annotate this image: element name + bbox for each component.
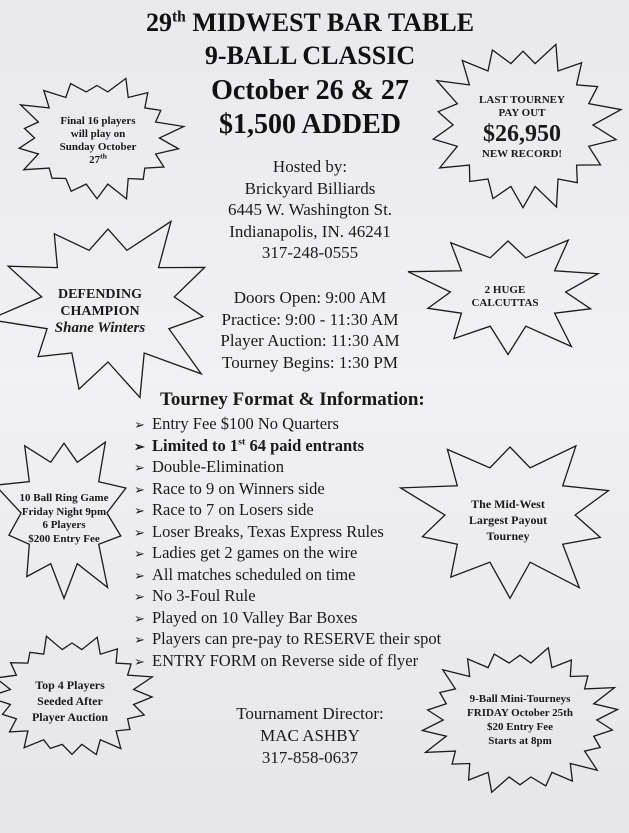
- format-item: ➢ ENTRY FORM on Reverse side of flyer: [134, 651, 441, 673]
- format-list: [134, 414, 441, 672]
- champion-name: Shane Winters: [54, 320, 146, 336]
- format-item-limited: ➢ Limited to 1st 64 paid entrants: [134, 436, 441, 458]
- final16-line: will play on: [70, 128, 126, 140]
- ring-game-line: 6 Players: [42, 519, 86, 531]
- format-item: ➢ All matches scheduled on time: [134, 565, 441, 587]
- final16-text: [38, 115, 158, 167]
- final16-line: Sunday October: [59, 141, 137, 153]
- arrow-bullet-icon: ➢: [134, 589, 145, 604]
- host-info: [180, 156, 440, 264]
- schedule-doors: Doors Open: 9:00 AM: [233, 288, 387, 307]
- midwest-line: Largest Payout: [468, 513, 548, 527]
- midwest-text: [448, 496, 568, 544]
- ring-game-text: [2, 492, 126, 546]
- calcuttas-text: [450, 284, 560, 310]
- arrow-bullet-icon: ➢: [134, 632, 145, 647]
- ring-game-line: $200 Entry Fee: [28, 532, 100, 545]
- schedule-auction: Player Auction: 11:30 AM: [220, 331, 400, 350]
- format-item: ➢ Double-Elimination: [134, 457, 441, 479]
- midwest-line: The Mid-West: [471, 497, 545, 511]
- schedule: [180, 287, 440, 373]
- arrow-bullet-icon: ➢: [134, 653, 145, 669]
- final16-line: Final 16 players: [60, 115, 136, 127]
- director-info: [205, 703, 415, 769]
- mini-tourney-text: [455, 692, 585, 748]
- champion-line: DEFENDING: [57, 287, 142, 302]
- mini-line: 9-Ball Mini-Tourneys: [469, 693, 571, 705]
- mini-line: FRIDAY October 25th: [467, 707, 573, 719]
- director-label: Tournament Director:: [236, 704, 384, 723]
- payout-text: [462, 94, 582, 161]
- format-item: ➢ Ladies get 2 games on the wire: [134, 543, 441, 565]
- arrow-bullet-icon: ➢: [134, 524, 145, 540]
- event-dates: October 26 & 27: [211, 75, 409, 106]
- schedule-begins: Tourney Begins: 1:30 PM: [222, 352, 398, 372]
- champion-line: CHAMPION: [60, 304, 140, 319]
- arrow-bullet-icon: ➢: [134, 417, 145, 432]
- schedule-practice: Practice: 9:00 - 11:30 AM: [221, 309, 399, 329]
- venue-phone: 317-248-0555: [261, 243, 359, 262]
- arrow-bullet-icon: ➢: [134, 610, 145, 626]
- venue-name: Brickyard Billiards: [244, 178, 376, 198]
- hosted-label: Hosted by:: [272, 157, 348, 176]
- top4-text: [10, 677, 130, 725]
- top4-line: Seeded After: [37, 694, 103, 708]
- format-item: ➢ Entry Fee $100 No Quarters: [134, 414, 441, 436]
- title-line-2: 9-BALL CLASSIC: [204, 41, 416, 70]
- mini-line: Starts at 8pm: [488, 735, 552, 747]
- format-item: ➢ No 3-Foul Rule: [134, 586, 441, 608]
- venue-city: Indianapolis, IN. 46241: [229, 221, 391, 241]
- arrow-bullet-icon: ➢: [134, 567, 145, 583]
- payout-line: PAY OUT: [498, 107, 546, 119]
- arrow-bullet-icon: ➢: [134, 438, 145, 454]
- format-item: ➢ Players can pre-pay to RESERVE their spot: [134, 629, 441, 651]
- payout-line: NEW RECORD!: [481, 148, 563, 160]
- format-heading: Tourney Format & Information:: [160, 389, 425, 410]
- ring-game-line: Friday Night 9pm: [21, 505, 107, 518]
- payout-amount: $26,950: [483, 121, 561, 147]
- format-item: ➢ Race to 7 on Losers side: [134, 500, 441, 522]
- director-phone: 317-858-0637: [261, 748, 359, 767]
- arrow-bullet-icon: ➢: [134, 546, 145, 561]
- midwest-line: Tourney: [486, 529, 530, 543]
- ring-game-line: 10 Ball Ring Game: [19, 492, 109, 504]
- top4-line: Top 4 Players: [35, 678, 105, 692]
- calcuttas-line: CALCUTTAS: [471, 297, 539, 309]
- calcuttas-line: 2 HUGE: [484, 284, 526, 296]
- final16-line: 27th: [89, 151, 107, 166]
- arrow-bullet-icon: ➢: [134, 503, 145, 518]
- format-item: ➢ Played on 10 Valley Bar Boxes: [134, 608, 441, 630]
- champion-text: [30, 286, 170, 337]
- format-item: ➢ Loser Breaks, Texas Express Rules: [134, 522, 441, 544]
- format-item: ➢ Race to 9 on Winners side: [134, 479, 441, 501]
- director-name: MAC ASHBY: [260, 726, 360, 745]
- arrow-bullet-icon: ➢: [134, 481, 145, 497]
- venue-street: 6445 W. Washington St.: [227, 200, 393, 219]
- added-money: $1,500 ADDED: [218, 109, 401, 140]
- title-line-1: 29th MIDWEST BAR TABLE: [145, 8, 475, 37]
- top4-line: Player Auction: [31, 710, 109, 724]
- mini-line: $20 Entry Fee: [487, 721, 553, 733]
- payout-line: LAST TOURNEY: [479, 94, 565, 106]
- arrow-bullet-icon: ➢: [134, 460, 145, 475]
